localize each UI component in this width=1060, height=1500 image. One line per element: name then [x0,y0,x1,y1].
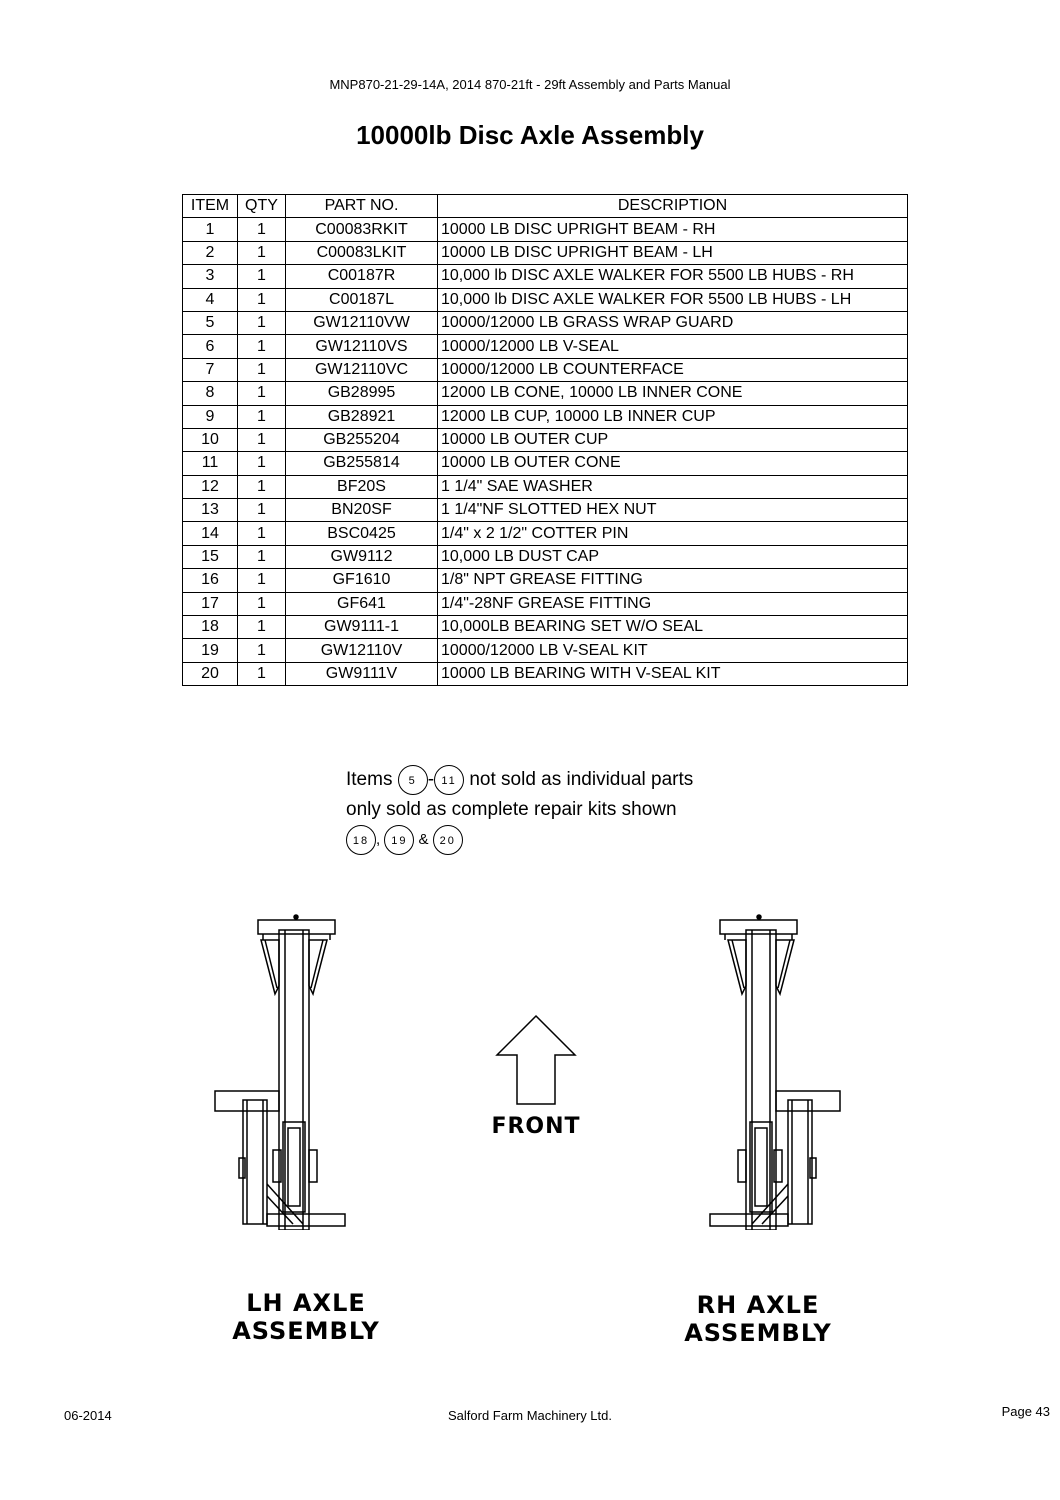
table-row [183,569,908,592]
item-bubble: 18 [346,825,376,855]
table-row [183,358,908,381]
cell-qty: 1 [238,428,286,451]
page-title: 10000lb Disc Axle Assembly [356,120,704,150]
cell-part-no: GF1610 [286,569,438,592]
cell-item: 18 [183,616,238,639]
cell-item: 9 [183,405,238,428]
lh-axle-drawing [205,910,355,1230]
cell-part-no: GB255204 [286,428,438,451]
cell-description: 1/4" x 2 1/2" COTTER PIN [438,522,908,545]
cell-part-no: GB28921 [286,405,438,428]
lh-axle-label [196,1289,416,1345]
cell-item: 8 [183,382,238,405]
cell-item: 10 [183,428,238,451]
cell-part-no: BF20S [286,475,438,498]
cell-qty: 1 [238,311,286,334]
cell-item: 15 [183,545,238,568]
table-header-row [183,195,908,218]
cell-qty: 1 [238,522,286,545]
rh-axle-drawing [700,910,850,1230]
note-line-1 [346,765,693,795]
cell-qty: 1 [238,218,286,241]
cell-description: 10000 LB OUTER CONE [438,452,908,475]
footer-page-number: Page 43 [1001,1404,1050,1419]
cell-description: 1/4"-28NF GREASE FITTING [438,592,908,615]
cell-part-no: GW12110V [286,639,438,662]
table-row [183,522,908,545]
repair-kit-note [346,765,693,855]
cell-item: 19 [183,639,238,662]
table-row [183,452,908,475]
cell-part-no: C00187R [286,265,438,288]
cell-qty: 1 [238,475,286,498]
note-line-3 [346,825,693,855]
note-prefix: Items [346,769,393,791]
item-bubble: 5 [398,765,428,795]
footer-date: 06-2014 [64,1408,112,1423]
cell-description: 12000 LB CUP, 10000 LB INNER CUP [438,405,908,428]
table-row [183,405,908,428]
cell-item: 5 [183,311,238,334]
cell-item: 11 [183,452,238,475]
parts-table-body [183,218,908,686]
cell-part-no: GF641 [286,592,438,615]
cell-part-no: GW9112 [286,545,438,568]
cell-description: 1 1/4" SAE WASHER [438,475,908,498]
cell-part-no: GB28995 [286,382,438,405]
cell-qty: 1 [238,592,286,615]
cell-item: 16 [183,569,238,592]
cell-qty: 1 [238,616,286,639]
rh-axle-label-line-2: ASSEMBLY [684,1319,832,1347]
cell-qty: 1 [238,662,286,685]
table-row [183,241,908,264]
cell-qty: 1 [238,569,286,592]
front-arrow-icon [494,1014,578,1106]
cell-description: 10,000 LB DUST CAP [438,545,908,568]
cell-qty: 1 [238,265,286,288]
cell-item: 20 [183,662,238,685]
column-header-item: ITEM [183,195,238,218]
table-row [183,428,908,451]
parts-table [182,194,908,686]
cell-description: 10000 LB BEARING WITH V-SEAL KIT [438,662,908,685]
cell-description: 10,000 lb DISC AXLE WALKER FOR 5500 LB HUBS - LH [438,288,908,311]
table-row [183,499,908,522]
item-bubble: 11 [434,765,464,795]
cell-description: 10000/12000 LB GRASS WRAP GUARD [438,311,908,334]
table-row [183,475,908,498]
cell-description: 10,000 lb DISC AXLE WALKER FOR 5500 LB HUBS - RH [438,265,908,288]
cell-qty: 1 [238,499,286,522]
column-header-part-no: PART NO. [286,195,438,218]
rh-axle-label-line-1: RH AXLE [696,1291,820,1319]
table-row [183,592,908,615]
cell-item: 4 [183,288,238,311]
cell-description: 10,000LB BEARING SET W/O SEAL [438,616,908,639]
cell-qty: 1 [238,288,286,311]
cell-description: 10000 LB OUTER CUP [438,428,908,451]
cell-item: 12 [183,475,238,498]
lh-axle-label-line-1: LH AXLE [246,1289,366,1317]
cell-part-no: GB255814 [286,452,438,475]
cell-item: 2 [183,241,238,264]
cell-part-no: GW12110VS [286,335,438,358]
table-row [183,545,908,568]
table-row [183,311,908,334]
cell-qty: 1 [238,452,286,475]
note-ampersand: & [418,831,429,849]
cell-qty: 1 [238,241,286,264]
column-header-qty: QTY [238,195,286,218]
cell-qty: 1 [238,335,286,358]
note-dash: - [427,769,435,791]
column-header-description: DESCRIPTION [438,195,908,218]
front-label: FRONT [491,1114,581,1139]
cell-description: 10000/12000 LB V-SEAL KIT [438,639,908,662]
item-bubble: 19 [384,825,414,855]
note-comma: , [376,831,381,849]
lh-axle-label-line-2: ASSEMBLY [232,1317,380,1345]
cell-description: 12000 LB CONE, 10000 LB INNER CONE [438,382,908,405]
cell-item: 14 [183,522,238,545]
cell-part-no: GW9111V [286,662,438,685]
cell-item: 3 [183,265,238,288]
cell-qty: 1 [238,405,286,428]
table-row [183,662,908,685]
rh-axle-label [648,1291,868,1347]
note-line-2: only sold as complete repair kits shown [346,799,677,821]
table-row [183,218,908,241]
cell-part-no: BN20SF [286,499,438,522]
cell-description: 1/8" NPT GREASE FITTING [438,569,908,592]
cell-description: 10000/12000 LB COUNTERFACE [438,358,908,381]
cell-qty: 1 [238,382,286,405]
cell-part-no: GW9111-1 [286,616,438,639]
cell-part-no: C00083RKIT [286,218,438,241]
cell-qty: 1 [238,545,286,568]
cell-description: 10000/12000 LB V-SEAL [438,335,908,358]
table-row [183,335,908,358]
cell-part-no: GW12110VC [286,358,438,381]
cell-qty: 1 [238,358,286,381]
table-row [183,616,908,639]
cell-qty: 1 [238,639,286,662]
cell-description: 10000 LB DISC UPRIGHT BEAM - LH [438,241,908,264]
table-row [183,382,908,405]
table-row [183,288,908,311]
cell-item: 7 [183,358,238,381]
cell-part-no: BSC0425 [286,522,438,545]
cell-part-no: C00083LKIT [286,241,438,264]
cell-item: 1 [183,218,238,241]
cell-part-no: GW12110VW [286,311,438,334]
note-text: not sold as individual parts [469,769,694,791]
table-row [183,265,908,288]
cell-description: 1 1/4"NF SLOTTED HEX NUT [438,499,908,522]
cell-part-no: C00187L [286,288,438,311]
cell-description: 10000 LB DISC UPRIGHT BEAM - RH [438,218,908,241]
item-bubble: 20 [433,825,463,855]
cell-item: 6 [183,335,238,358]
footer-company: Salford Farm Machinery Ltd. [447,1408,612,1423]
cell-item: 13 [183,499,238,522]
table-row [183,639,908,662]
cell-item: 17 [183,592,238,615]
document-header: MNP870-21-29-14A, 2014 870-21ft - 29ft Assembly and Parts Manual [329,77,731,92]
